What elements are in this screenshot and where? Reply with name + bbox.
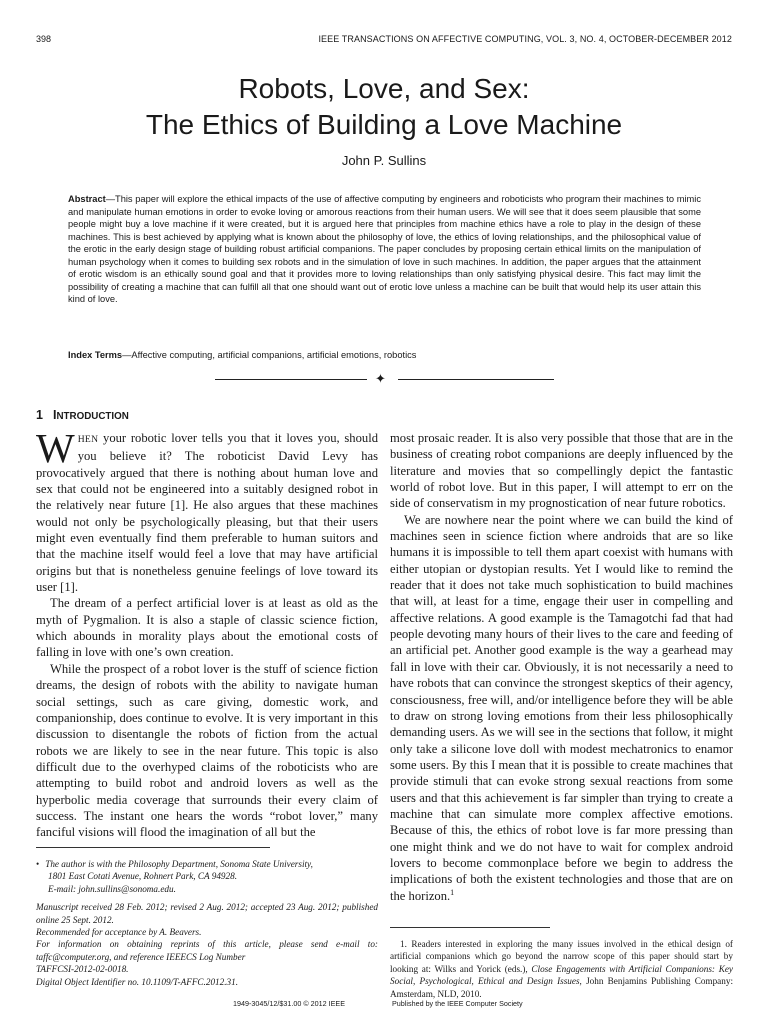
footnote-divider-left (36, 847, 270, 848)
section-title-initial: I (52, 408, 57, 422)
author-note-line: E-mail: john.sullins@sonoma.edu. (48, 883, 176, 894)
abstract-text: —This paper will explore the ethical impacts of the use of affective computing by engineers and roboticists who program their machines to mimic and manipulate human emotions in order to evoke loving or amorous reactions from their human users. We will see that it does seem plausible that some people might buy a love machine if it were created, but it is argued here that principles from machine ethics have a role to play in the design of these machines. This is best achieved by applying what is known about the philosophy of love, the ethics of loving relationships, and the philosophical value of the erotic in the early design stage of building robust artificial companions. The paper concludes by proposing certain ethical limits on the manipulation of human psychology when it comes to building sex robots and in the simulation of love in such machines. In addition, the paper argues that the attainment of erotic wisdom is an ethically sound goal and that it provides more to loving relationships than only satisfying physical desire. This fact may limit the possibility of creating a machine that can fulfill all that one should want out of erotic love unless a machine can be built that would help its user attain this kind of love. (68, 194, 701, 304)
page-number: 398 (36, 34, 52, 44)
footnote-divider-right (390, 927, 550, 928)
publisher-footer: Published by the IEEE Computer Society (392, 999, 523, 1008)
diamond-icon: ✦ (375, 371, 386, 386)
paragraph: While the prospect of a robot lover is the stuff of science fiction dreams, the design of robots with the ability to navigate human social settings, such as care giving, domestic work, and companionship, does continue to evolve. It is very important in this discussion to disentangle the robots of fiction from the actual robots we are likely to see in the near future. This topic is also difficult due to the overhyped claims of the roboticists who are attempting to build robot and android lovers as well as the hyperbolic media coverage that surrounds their every claim of success. The instant one hears the words “robot lover,” many fanciful visions will flood the imagination of all but the (36, 661, 378, 840)
paragraph: most prosaic reader. It is also very possible that those that are in the business of creating robot companions are deeply influenced by the literature and movies that so compellingly depict the fantastic world of robot love. But in this paper, I will attempt to err on the side of conservatism in my prognostication of near future robotics. (390, 431, 733, 511)
paragraph-text: your robotic lover tells you that it loves you, should you believe it? The roboticist David Levy has provocatively argued that there is nothing about human love and sex that could not be engineered into a suitably designed robot in the relatively near future [1]. He also argues that these machines would not only be psychologically pleasing, but that their users might even eventually find them preferable to human suitors and that the machine itself would feel a love that may have artificial origins but that is nonetheless genuine feelings of love toward its user [1]. (36, 431, 378, 595)
recommended-note: Recommended for acceptance by A. Beavers. (36, 927, 202, 938)
paragraph (390, 512, 733, 904)
paragraph: The dream of a perfect artificial lover is at least as old as the myth of Pygmalion. It is also a staple of classic science fiction, which abounds in morality plays about the emotional costs of falling in love with one’s own creation. (36, 596, 378, 660)
divider-left (215, 379, 367, 380)
divider-right (398, 379, 554, 380)
lead-in: HEN (77, 434, 99, 445)
section-title-rest: NTRODUCTION (56, 411, 129, 422)
section-heading (36, 408, 129, 422)
journal-header: IEEE TRANSACTIONS ON AFFECTIVE COMPUTING, VOL. 3, NO. 4, OCTOBER-DECEMBER 2012 (318, 34, 732, 44)
paragraph-text: We are nowhere near the point where we can build the kind of machines seen in science fiction where androids that are so like humans it is impossible to tell them apart coexist with humans with either utopian or dystopian results. Yet I would like to remind the reader that it does not take much sophistication to build machines that will, at least for a time, engage their user in compelling and affective relations. A good example is the Tamagotchi fad that had people devoting many hours of their lives to the care and feeding of an artificial pet. Another good example is the way a gearhead may fall in love with their car. Obviously, it is not necessarily a need to have robots that can convince the strongest skeptics of their agency, consciousness, free will, and/or intelligence before they will be able to draw on strong loving emotions from their less philosophically demanding users. As we will see in the sections that follow, it might only take a silicone love doll with modest mechatronics to enamor some users. By this I mean that it is possible to create machines that provide stimuli that can evoke strong sexual reactions from some users and that this achievement is far simpler than trying to create a machine that can simulate more complex affective emotions. Because of this, the ethics of robot love is far more pressing than one might think and we do not have to wait for complex android lovers to become commonplace before we begin to address the implications of both the existent technologies and those that are on the horizon. (390, 512, 733, 903)
abstract-label: Abstract (68, 194, 106, 204)
copyright-footer: 1949-3045/12/$31.00 © 2012 IEEE (233, 999, 345, 1008)
title-line-1: Robots, Love, and Sex: (238, 73, 530, 104)
section-number: 1 (36, 408, 43, 422)
index-terms-text: —Affective computing, artificial companions, artificial emotions, robotics (122, 350, 417, 360)
drop-cap: W (36, 425, 75, 471)
body-column-right (390, 430, 733, 904)
index-terms (68, 349, 701, 362)
log-number: TAFFCSI-2012-02-0018. (36, 964, 129, 975)
paragraph (36, 425, 378, 595)
author-note-line: The author is with the Philosophy Department, Sonoma State University, (45, 859, 313, 869)
title-line-2: The Ethics of Building a Love Machine (145, 109, 623, 140)
body-column-left (36, 425, 378, 841)
author-note-line: 1801 East Cotati Avenue, Rohnert Park, CA 94928. (48, 871, 238, 882)
author-note (36, 858, 378, 870)
footnote-marker: 1 (450, 887, 455, 897)
author: John P. Sullins (341, 153, 427, 168)
footnote-text (390, 938, 733, 1000)
reprints-note: For information on obtaining reprints of this article, please send e-mail to: taffc@computer.org, and reference IEEECS Log Number (36, 939, 378, 962)
footnote-text-a: 1. Readers interested in exploring the many issues involved in the ethical design of artificial companions which go beyond the narrow scope of this paper should start by looking at: Wilks and Yorick (eds.), (390, 939, 733, 974)
footnote-text-b: , John Benjamins Publishing Company: Amsterdam, NLD, 2010. (390, 976, 733, 999)
bullet-icon: • (36, 859, 40, 869)
index-terms-label: Index Terms (68, 350, 123, 360)
abstract (68, 193, 701, 306)
footnote-book-title: Close Engagements with Artificial Companions: Key Social, Psychological, Ethical and Design Issues (390, 963, 733, 987)
author-footnote (36, 858, 378, 988)
doi-note: Digital Object Identifier no. 10.1109/T-AFFC.2012.31. (36, 976, 239, 987)
manuscript-note: Manuscript received 28 Feb. 2012; revised 2 Aug. 2012; accepted 23 Aug. 2012; published online 25 Sept. 2012. (36, 902, 378, 925)
footnote-1 (390, 938, 733, 1000)
